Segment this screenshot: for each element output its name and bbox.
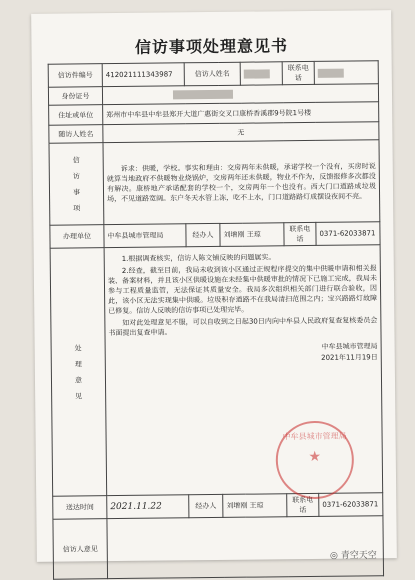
petitioner-opinion-label: 信访人意见 [53, 519, 108, 580]
watermark-text: 青空天空 [340, 551, 377, 561]
petitioner-name-redacted [240, 62, 282, 85]
signature-block [109, 341, 378, 366]
case-number-value: 412021111343987 [102, 63, 184, 87]
petition-content-label-text: 信访事项 [72, 155, 81, 212]
watermark: ◎ 青空天空 [330, 551, 377, 561]
seal-star-icon: ★ [308, 448, 322, 466]
signature-date: 2021年11月19日 [321, 353, 378, 362]
signature-org: 中牟县城市管理局 [321, 342, 378, 351]
handling-unit-label: 办理单位 [50, 225, 104, 249]
phone-label: 联系电话 [282, 61, 314, 84]
address-label: 住址或单位 [49, 105, 103, 126]
handler-value: 刘增刚 王琼 [220, 223, 284, 247]
unit-phone-label: 联系电话 [284, 222, 316, 245]
unit-phone-value: 0371-62033871 [316, 222, 380, 246]
petition-content-label [49, 143, 104, 226]
accompanying-value: 无 [103, 122, 379, 143]
handler-label: 经办人 [186, 223, 220, 246]
document-page [31, 10, 397, 562]
handling-opinion-label [50, 248, 107, 497]
id-number-label: 身份证号 [48, 87, 102, 106]
row-handling-unit [50, 222, 380, 248]
redaction-block [173, 90, 233, 100]
opinion-para-1: 1.根据调查核实，信访人陈文铺反映的问题属实。 [121, 253, 276, 263]
delivery-time-label: 送达时间 [53, 496, 107, 520]
delivery-handler-value: 刘增刚 王琼 [223, 494, 287, 518]
opinion-para-2: 2.经查，截至目前，我局未收到该小区通过正规程序提交的集中供暖申请和相关报装、备案材料，并且该小区供暖设施在未经集中供暖审批的情况下已施工完成，我局未参与工程质量监管，无法保证其质量安全。我局多次组织相关部门进行联合验收，因此，该小区无法实现集中供暖。垃圾积存道路不在我局清扫范围之内；宝兴路路灯故障已修复。信访人反映的信访事项已处理完毕。 [107, 264, 378, 316]
delivery-phone-label: 联系电话 [287, 493, 319, 516]
petition-content-text: 诉求：供暖，学校。事实和理由：交房两年未供暖，承诺学校一个没有，买房时说就算当地政府不供暖物业烧锅炉，交房两年还未供暖，物业不作为，反馈报修多次都没有解决。康桥地产承诺配套的学校一个，交房两年一个也没有。西大门口道路成垃圾场，不见道路宽阔。东户冬天水管上冻，吃不上水，门口道路路灯成摆设夜间不亮。 [106, 161, 377, 203]
handling-unit-value: 中牟县城市管理局 [104, 224, 186, 248]
petition-content [103, 140, 380, 225]
delivery-time-value: 2021.11.22 [107, 495, 189, 519]
phone-redacted [314, 61, 378, 85]
case-number-label: 信访件编号 [48, 64, 102, 88]
redaction-block [318, 68, 344, 77]
delivery-handler-label: 经办人 [189, 494, 223, 517]
accompanying-label: 随访人姓名 [49, 125, 103, 144]
address-value: 郑州市中牟县中牟县郑开大道广惠街交叉口康桥香溪郡9号院1号楼 [103, 102, 379, 125]
row-delivery [53, 493, 383, 519]
redaction-block [244, 69, 270, 78]
opinion-para-3: 如对此处理意见不服，可以自收到之日起30日内向中牟县人民政府复查复核委员会书面提出复查申请。 [108, 316, 378, 338]
seal-text: 中牟县城市管理局 [282, 431, 347, 442]
row-petition-content [49, 140, 380, 225]
handling-opinion-label-text: 处理意见 [74, 343, 83, 400]
row-case-number [48, 61, 378, 87]
page-title: 信访事项处理意见书 [134, 36, 289, 57]
delivery-phone-value: 0371-62033871 [319, 493, 383, 517]
petitioner-name-label: 信访人姓名 [184, 62, 240, 86]
form-table [48, 60, 384, 579]
official-seal [275, 421, 354, 500]
